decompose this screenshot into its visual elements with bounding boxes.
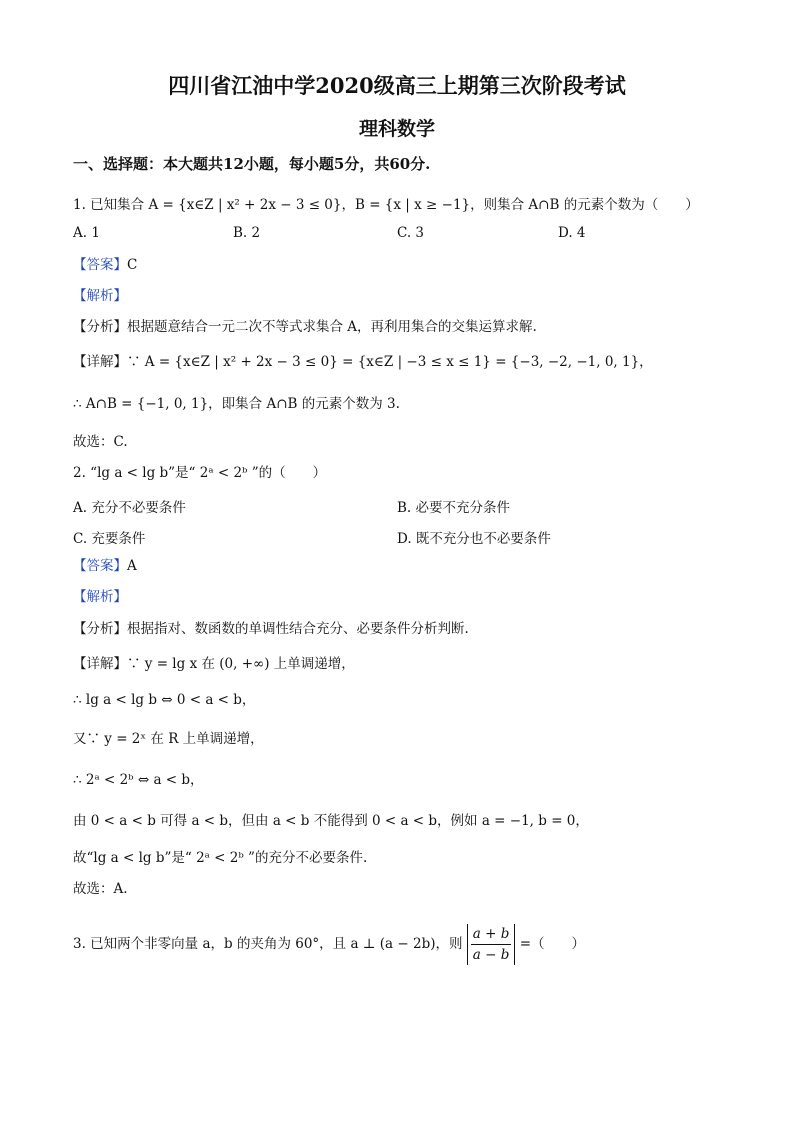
- detail-tag: 【详解】: [73, 656, 127, 672]
- q3-fraction: [467, 924, 516, 965]
- q3-fraction-denominator: a − b: [472, 947, 510, 963]
- q3-stem-tail: =（ ）: [519, 936, 585, 952]
- q3-stem-text: 3. 已知两个非零向量 a，b 的夹角为 60°，且 a ⊥ (a − 2b)，则: [73, 936, 463, 952]
- q1-detail-line: [73, 353, 653, 371]
- detail-tag: 【详解】: [73, 354, 127, 370]
- q2-detail: ∵ y = lg x 在 (0, +∞) 上单调递增，: [127, 656, 355, 672]
- fenxi-tag: 【分析】: [73, 621, 127, 637]
- answer-tag: 【答案】: [73, 558, 127, 574]
- q1-option-b: B. 2: [233, 225, 261, 241]
- q2-option-d: D. 既不充分也不必要条件: [397, 531, 551, 547]
- q2-detail-line: [73, 655, 355, 673]
- q2-step-2: ∴ lg a < lg b ⇔ 0 < a < b，: [73, 692, 256, 708]
- q2-option-c: C. 充要条件: [73, 531, 146, 547]
- q1-answer-line: [73, 256, 137, 274]
- q2-step-5: 由 0 < a < b 可得 a < b，但由 a < b 不能得到 0 < a < b，例如 a = −1, b = 0，: [73, 813, 589, 829]
- q1-conclusion: ∴ A∩B = {−1, 0, 1}，即集合 A∩B 的元素个数为 3.: [73, 396, 400, 412]
- q1-detail: ∵ A = {x∈Z | x² + 2x − 3 ≤ 0} = {x∈Z | −3 ≤ x ≤ 1} = {−3, −2, −1, 0, 1}，: [127, 354, 653, 370]
- q1-stem: 1. 已知集合 A = {x∈Z | x² + 2x − 3 ≤ 0}，B = {x | x ≥ −1}，则集合 A∩B 的元素个数为（ ）: [73, 197, 699, 213]
- q1-answer: C: [127, 257, 138, 273]
- q1-option-a: A. 1: [73, 225, 100, 241]
- answer-tag: 【答案】: [73, 257, 127, 273]
- q1-fenxi-line: [73, 318, 537, 336]
- q2-step-6: 故“lg a < lg b”是“ 2ᵃ < 2ᵇ ”的充分不必要条件.: [73, 850, 368, 866]
- q2-fenxi: 根据指对、数函数的单调性结合充分、必要条件分析判断.: [127, 621, 469, 637]
- q3-stem: [73, 924, 585, 965]
- q1-choose: 故选：C.: [73, 434, 128, 450]
- page-title: 四川省江油中学2020级高三上期第三次阶段考试: [168, 73, 626, 98]
- fenxi-tag: 【分析】: [73, 319, 127, 335]
- analysis-tag: 【解析】: [73, 589, 127, 605]
- analysis-tag: 【解析】: [73, 288, 127, 304]
- q2-option-b: B. 必要不充分条件: [397, 500, 511, 516]
- q1-option-d: D. 4: [558, 225, 586, 241]
- q2-fenxi-line: [73, 620, 469, 638]
- q1-option-c: C. 3: [397, 225, 425, 241]
- q2-step-4: ∴ 2ᵃ < 2ᵇ ⇔ a < b，: [73, 772, 204, 788]
- q2-answer: A: [127, 558, 137, 574]
- q2-step-3: 又∵ y = 2ˣ 在 R 上单调递增，: [73, 731, 264, 747]
- page-subtitle: 理科数学: [358, 118, 435, 140]
- q2-choose: 故选：A.: [73, 881, 128, 897]
- section-heading: 一、选择题：本大题共12小题，每小题5分，共60分.: [73, 155, 431, 173]
- q2-stem: 2. “lg a < lg b”是“ 2ᵃ < 2ᵇ ”的（ ）: [73, 465, 327, 481]
- q3-fraction-numerator: a + b: [471, 924, 512, 945]
- q1-fenxi: 根据题意结合一元二次不等式求集合 A，再利用集合的交集运算求解.: [127, 319, 537, 335]
- q2-option-a: A. 充分不必要条件: [73, 500, 186, 516]
- q2-answer-line: [73, 557, 137, 575]
